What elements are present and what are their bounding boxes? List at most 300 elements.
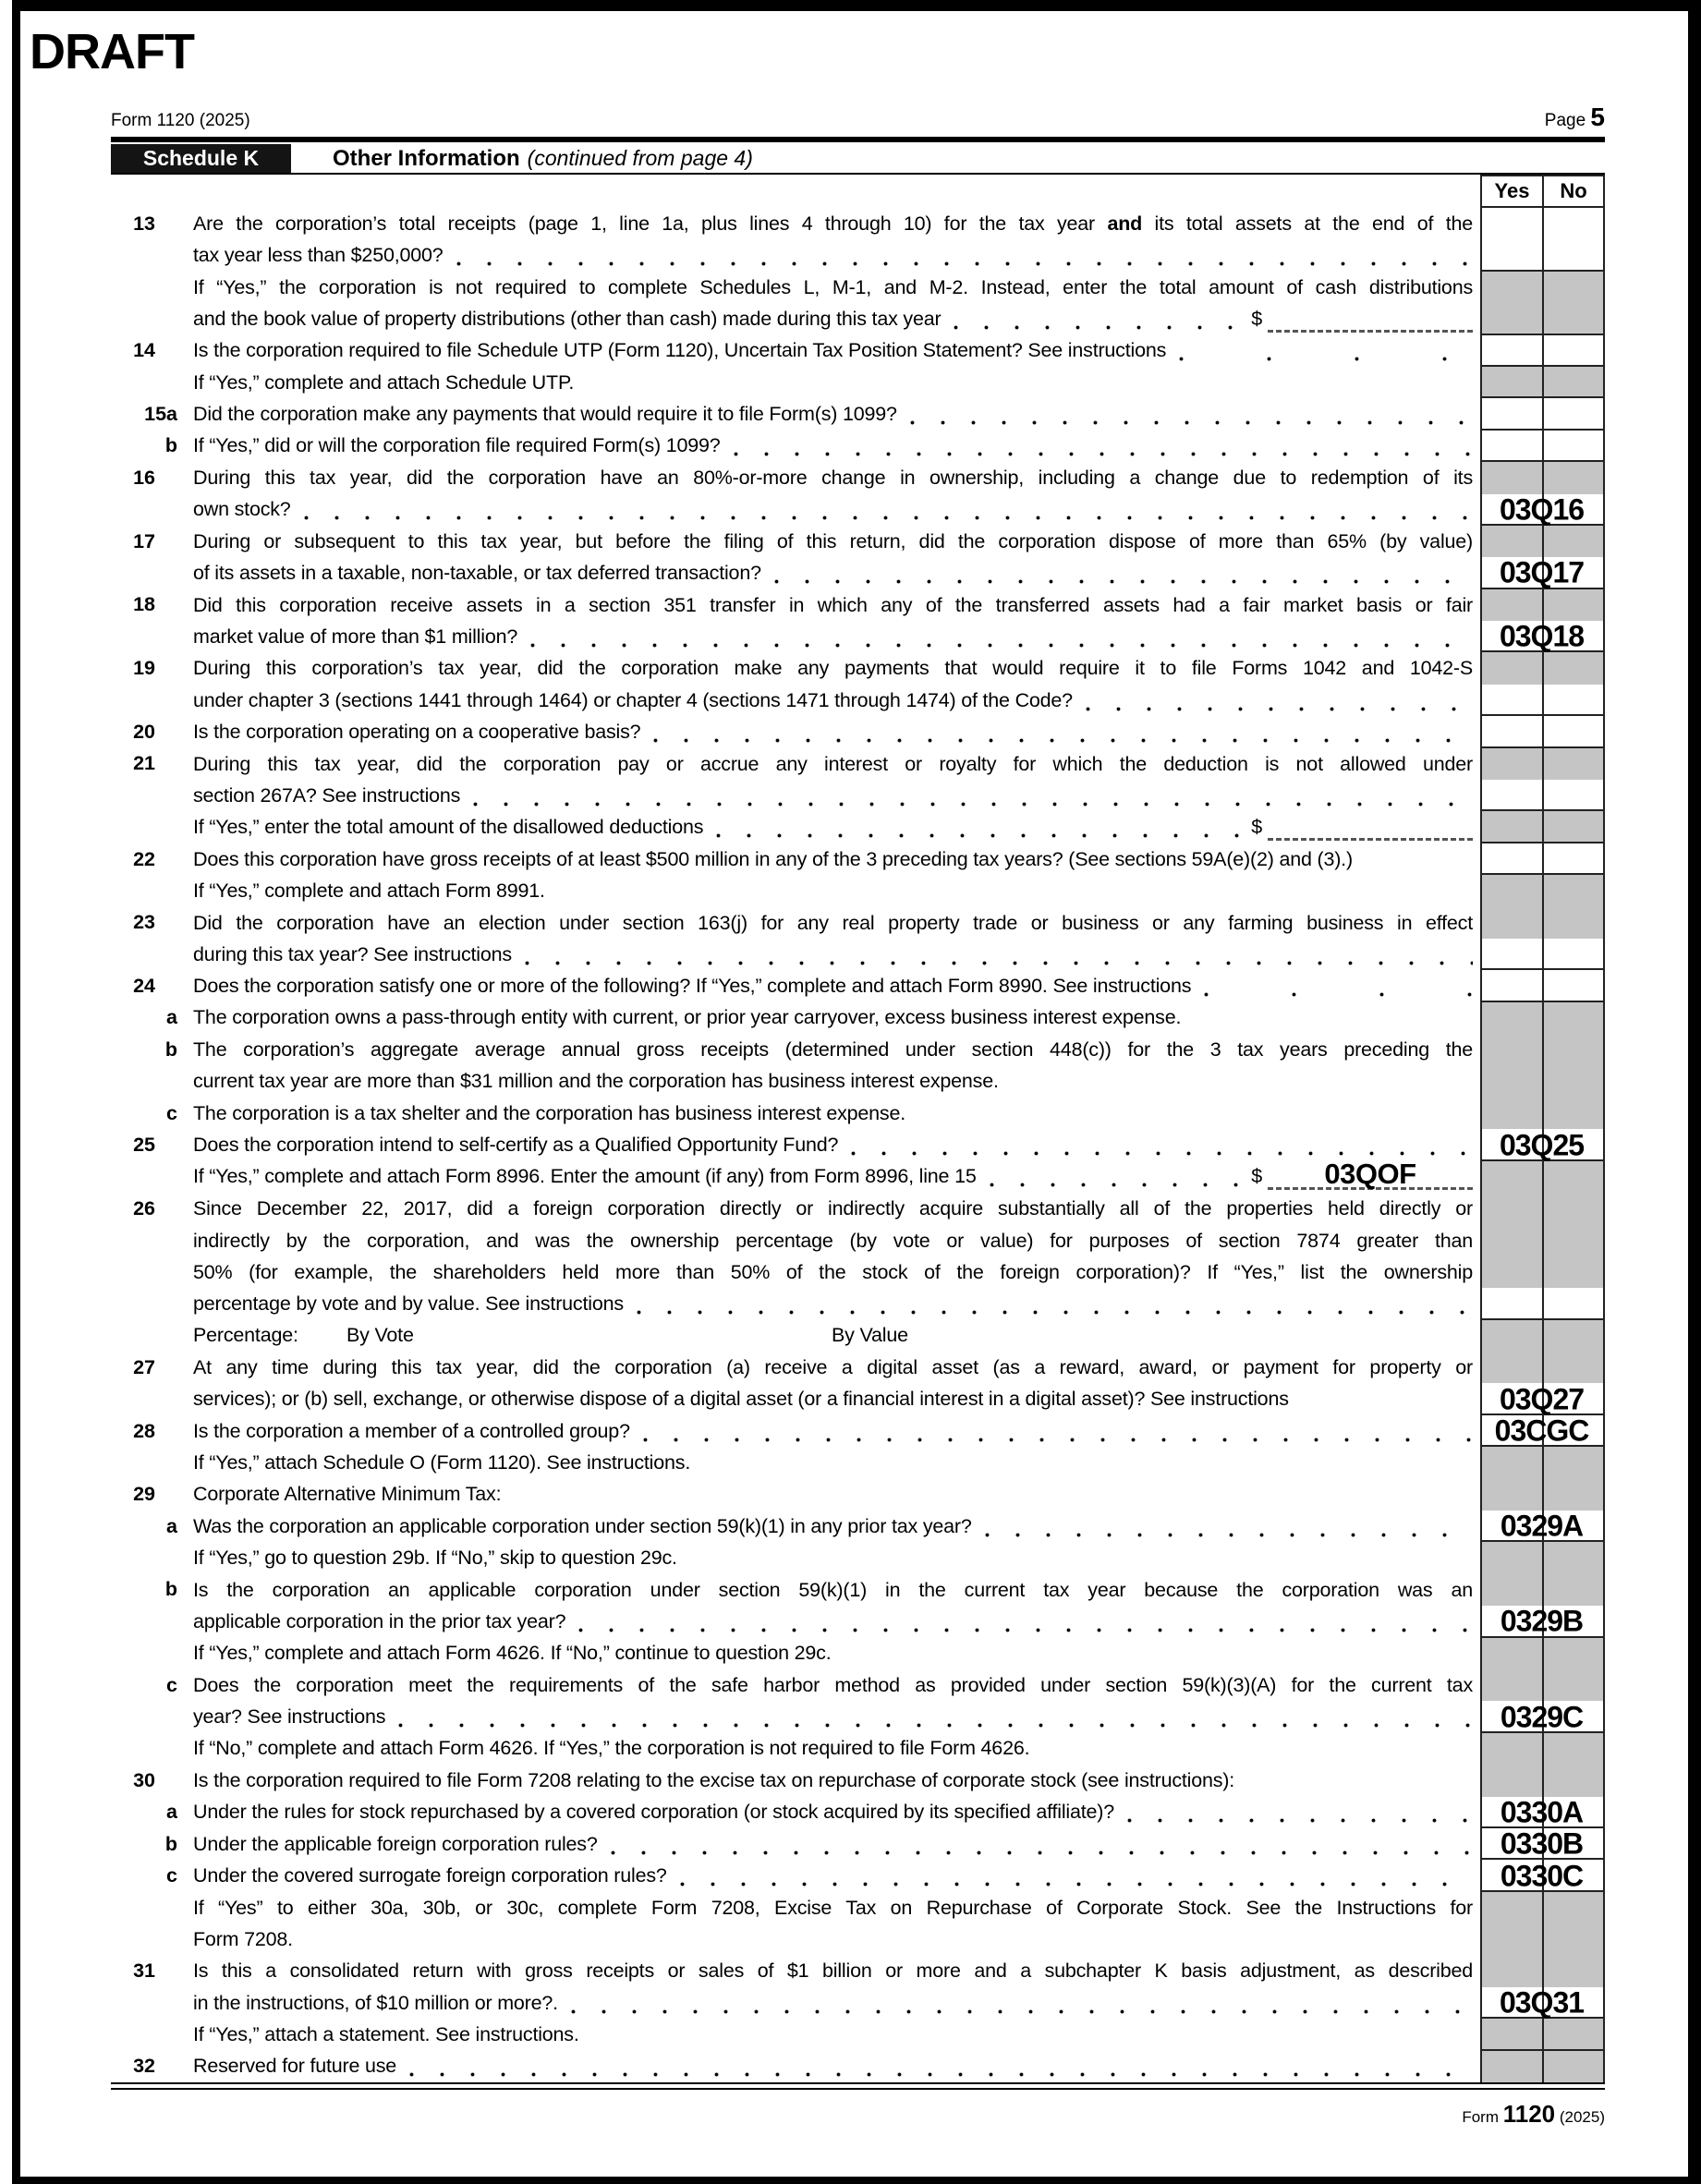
row-text: market value of more than $1 million? [193,621,1480,652]
no-cell-r5 [1542,367,1605,398]
dot-leader [298,494,1473,526]
table-row-14 [111,335,1605,367]
no-cell-15a[interactable] [1542,398,1605,430]
row-text: section 267A? See instructions [193,780,1480,811]
row-text: Does the corporation intend to self-certify as a Qualified Opportunity Fund? [193,1129,1480,1160]
row-number: 18 [133,593,155,616]
row-text: Is the corporation required to file Schedule UTP (Form 1120), Uncertain Tax Position Statement? See instructions [193,335,1480,367]
table-row-16 [111,462,1605,493]
no-cell-r53 [1542,1892,1605,1923]
row-number: 17 [133,529,155,552]
row-text: If “Yes,” attach a statement. See instructions. [193,2022,579,2045]
no-cell-17 [1542,526,1605,557]
no-cell-r35 [1542,1320,1605,1352]
dot-leader [674,1860,1473,1891]
yes-cell-13[interactable] [1480,208,1542,239]
row-number: c [166,1673,177,1696]
table-row-13 [111,208,1605,239]
table-row-r30 [111,1161,1605,1193]
dot-leader [984,1161,1243,1193]
draft-code-03Q16: 03Q16 [1499,492,1585,527]
table-row-26 [111,1193,1605,1224]
table-row-r2 [111,272,1605,303]
row-number: 23 [133,911,155,934]
no-cell-29 [1542,1479,1605,1511]
draft-watermark: DRAFT [30,24,194,79]
row-text: percentage by vote and by value. See instructions [193,1288,1480,1319]
row-text: Did this corporation receive assets in a section 351 transfer in which any of the transferred assets had a fair market basis or fair [193,593,1473,616]
row-text: services); or (b) sell, exchange, or otherwise dispose of a digital asset (or a financial interest in a digital asset)? See instructions [193,1388,1289,1411]
dot-leader [711,811,1242,843]
yes-cell-r54 [1480,1923,1542,1955]
row-text: During or subsequent to this tax year, but before the filing of this return, did the corporation dispose of more than 65% (by value) [193,529,1473,552]
yes-cell-r21 [1480,875,1542,906]
row-text: Corporate Alternative Minimum Tax: [193,1483,502,1506]
row-text: Under the applicable foreign corporation rules? [193,1828,1480,1860]
table-row-r47 [111,1701,1605,1732]
row-text: During this corporation’s tax year, did the corporation make any payments that would require it to file Forms 1042 and 1042-S [193,657,1473,680]
dot-leader [404,2051,1473,2082]
yes-cell-17 [1480,526,1542,557]
row-number: b [164,1037,177,1061]
table-row-r21 [111,875,1605,906]
row-number: b [164,434,177,457]
row-text: Does the corporation meet the requirements of the safe harbor method as provided under section 59(k)(3)(A) for the current tax [193,1673,1473,1696]
row-number: 16 [133,466,155,489]
footer-form-word: Form [1462,2107,1499,2126]
schedule-header [111,144,1605,175]
draft-code-0330C: 0330C [1500,1859,1584,1892]
yes-column-header: Yes [1480,175,1542,208]
dollar-sign: $ [1251,1165,1262,1188]
no-cell-r32 [1542,1225,1605,1256]
text-segment: Are the corporation’s total receipts (page 1, line 1a, plus lines 4 through 10) for the tax year [193,212,1108,235]
row-text: under chapter 3 (sections 1441 through 1464) or chapter 4 (sections 1471 through 1474) of the Code? [193,685,1480,716]
yes-cell-26 [1480,1193,1542,1224]
row-number: 14 [133,339,155,362]
yes-cell-22[interactable] [1480,843,1542,875]
no-cell-b [1542,1574,1605,1606]
dot-leader [638,1415,1473,1447]
table-row-r39 [111,1447,1605,1478]
no-cell-r15[interactable] [1542,685,1605,716]
table-row-28 [111,1415,1605,1447]
dot-leader [565,1987,1473,2019]
row-text: If “Yes,” complete and attach Form 8991. [193,879,545,902]
table-row-24 [111,970,1605,1001]
dollar-sign: $ [1251,816,1262,839]
yes-cell-r18[interactable] [1480,780,1542,811]
yes-cell-r23[interactable] [1480,939,1542,970]
no-cell-23 [1542,907,1605,939]
table-row-a [111,1797,1605,1828]
yes-cell-r5 [1480,367,1542,398]
yes-cell-r15[interactable] [1480,685,1542,716]
draft-code-03CGC: 03CGC [1494,1414,1589,1448]
dot-leader [519,939,1473,970]
no-cell-r45 [1542,1638,1605,1669]
row-text: 50% (for example, the shareholders held more than 50% of the stock of the foreign corporation)? If “Yes,” list the ownership [193,1260,1473,1283]
no-cell-16 [1542,462,1605,493]
no-cell-r57 [1542,2019,1605,2050]
yes-cell-r34[interactable] [1480,1288,1542,1319]
table-row-r32 [111,1225,1605,1256]
row-number: a [166,1801,177,1824]
yes-cell-r19 [1480,811,1542,843]
no-cell-19 [1542,652,1605,684]
table-row-c [111,1860,1605,1891]
no-cell-31 [1542,1955,1605,1986]
dot-leader [905,398,1473,430]
draft-code-03Q25: 03Q25 [1499,1128,1585,1162]
no-cell-c [1542,1098,1605,1129]
by-value-label: By Value [832,1324,908,1347]
no-cell-21 [1542,748,1605,780]
percentage-label: Percentage: [193,1324,298,1347]
table-row-r19 [111,811,1605,843]
row-text: If “Yes,” complete and attach Form 4626. If “No,” continue to question 29c. [193,1642,832,1665]
row-text: of its assets in a taxable, non-taxable, or tax deferred transaction? [193,557,1480,588]
row-text: current tax year are more than $31 million and the corporation has business interest expense. [193,1070,999,1093]
emphasized-text: and [1107,212,1143,235]
table-row-a [111,1002,1605,1034]
schedule-subtitle: (continued from page 4) [527,146,753,170]
table-row-r15 [111,685,1605,716]
row-number: 30 [133,1768,155,1791]
table-row-c [111,1669,1605,1701]
row-text: Under the rules for stock repurchased by a covered corporation (or stock acquired by its specified affiliate)? [193,1797,1480,1828]
draft-code-03Q27: 03Q27 [1499,1382,1585,1416]
table-row-b [111,1034,1605,1065]
draft-code-03Q18: 03Q18 [1499,619,1585,653]
yes-cell-r45 [1480,1638,1542,1669]
draft-code-03QOF: 03QOF [1324,1160,1416,1191]
row-number: c [166,1101,177,1124]
dot-leader [1198,970,1473,1001]
table-row-20 [111,716,1605,747]
table-row-r3 [111,303,1605,334]
yes-cell-a [1480,1002,1542,1034]
yes-cell-r32 [1480,1225,1542,1256]
no-cell-r18[interactable] [1542,780,1605,811]
table-row-r11 [111,557,1605,588]
no-cell-26 [1542,1193,1605,1224]
table-row-r5 [111,367,1605,398]
row-text: Did the corporation make any payments that would require it to file Form(s) 1099? [193,398,1480,430]
row-text: If “Yes,” go to question 29b. If “No,” skip to question 29c. [193,1547,677,1570]
no-cell-b [1542,1034,1605,1065]
table-row-r44 [111,1606,1605,1637]
table-row-27 [111,1352,1605,1383]
no-cell-r48 [1542,1733,1605,1765]
row-text: The corporation is a tax shelter and the corporation has business interest expense. [193,1101,905,1124]
no-cell-c [1542,1669,1605,1701]
row-text: during this tax year? See instructions [193,939,1480,970]
text-segment: its total assets at the end of the [1142,212,1473,235]
table-row-r13 [111,621,1605,652]
row-text: At any time during this tax year, did the corporation (a) receive a digital asset (as a reward, award, or payment for property or [193,1356,1473,1379]
draft-code-0329B: 0329B [1500,1604,1584,1638]
no-cell-r1[interactable] [1542,239,1605,271]
yes-cell-b [1480,1034,1542,1065]
yes-cell-r35 [1480,1320,1542,1352]
yes-cell-31 [1480,1955,1542,1986]
no-cell-24[interactable] [1542,970,1605,1001]
table-row-21 [111,748,1605,780]
dot-leader [979,1511,1473,1542]
dot-leader [648,716,1473,747]
row-text: Is the corporation an applicable corporation under section 59(k)(1) in the current tax year because the corporation was an [193,1578,1473,1601]
dot-leader [1122,1797,1473,1828]
table-row-29 [111,1479,1605,1511]
no-cell-r33 [1542,1256,1605,1288]
table-row-r45 [111,1638,1605,1669]
row-text [193,208,1480,239]
dot-leader [631,1288,1473,1319]
header-text-spacer [193,175,1480,208]
row-text: indirectly by the corporation, and was the ownership percentage (by vote or value) for purposes of section 7874 greater than [193,1229,1473,1252]
yes-cell-r48 [1480,1733,1542,1765]
table-row-b [111,1574,1605,1606]
table-row-b [111,431,1605,462]
row-number: b [164,1832,177,1855]
no-cell-r21 [1542,875,1605,906]
table-row-r53 [111,1892,1605,1923]
yes-cell-r27 [1480,1066,1542,1098]
row-text: If “Yes,” the corporation is not required to complete Schedules L, M-1, and M-2. Instead, enter the total amount of cash distributions [193,275,1473,298]
table-row-r42 [111,1542,1605,1573]
page-number: 5 [1590,103,1605,131]
row-text: Is the corporation required to file Form 7208 relating to the excise tax on repurchase of corporate stock (see instructions): [193,1768,1235,1791]
yes-cell-r57 [1480,2019,1542,2050]
row-text: If “Yes” to either 30a, 30b, or 30c, complete Form 7208, Excise Tax on Repurchase of Corporate Stock. See the Instructions for [193,1896,1473,1919]
row-number: 20 [133,720,155,743]
row-number: 26 [133,1196,155,1219]
yes-cell-20[interactable] [1480,716,1542,747]
dot-leader [573,1606,1473,1637]
no-cell-r39 [1542,1447,1605,1478]
table-row-30 [111,1765,1605,1796]
draft-code-0329A: 0329A [1500,1509,1584,1543]
header-rule [111,137,1605,142]
yes-cell-r39 [1480,1447,1542,1478]
row-text: Does this corporation have gross receipts of at least $500 million in any of the 3 preceding tax years? (See sections 59A(e)(2) and (3).) [193,847,1353,870]
dollar-sign: $ [1251,307,1262,330]
no-cell-22[interactable] [1542,843,1605,875]
table-row-19 [111,652,1605,684]
yes-cell-c [1480,1098,1542,1129]
page-content [111,11,1605,2129]
yes-cell-b[interactable] [1480,431,1542,462]
yes-cell-b [1480,1574,1542,1606]
table-row-r9 [111,494,1605,526]
no-cell-30 [1542,1765,1605,1796]
table-row-23 [111,907,1605,939]
yes-cell-r33 [1480,1256,1542,1288]
yes-cell-21 [1480,748,1542,780]
row-number: c [166,1864,177,1887]
no-cell-r27 [1542,1066,1605,1098]
dot-leader [845,1129,1473,1160]
row-text: and the book value of property distributions (other than cash) made during this tax year $ [193,303,1480,334]
row-text: During this tax year, did the corporation have an 80%-or-more change in ownership, including a change due to redemption of its [193,467,1473,490]
row-text: Since December 22, 2017, did a foreign corporation directly or indirectly acquire substantially all of the properties held directly or [193,1197,1473,1220]
row-number: 22 [133,847,155,870]
row-text: Is the corporation a member of a controlled group? [193,1415,1480,1447]
yes-cell-r2 [1480,272,1542,303]
yes-cell-r30 [1480,1161,1542,1193]
table-row-r37 [111,1383,1605,1414]
yes-cell-r53 [1480,1892,1542,1923]
dot-leader [393,1701,1473,1732]
row-number: 27 [133,1355,155,1378]
dot-leader [451,239,1473,271]
no-cell-r2 [1542,272,1605,303]
row-text: If “Yes,” complete and attach Form 8996. Enter the amount (if any) from Form 8996, line 15 $ 03QOF [193,1161,1480,1193]
no-cell-r23[interactable] [1542,939,1605,970]
draft-code-03Q17: 03Q17 [1499,555,1585,589]
dot-leader [468,780,1473,811]
row-text: The corporation owns a pass-through entity with current, or prior year carryover, excess business interest expense. [193,1006,1182,1029]
schedule-title: Other Information [333,145,520,171]
row-number: 21 [133,752,155,775]
row-number: b [164,1578,177,1601]
no-cell-13[interactable] [1542,208,1605,239]
footer-form-year: (2025) [1559,2107,1605,2126]
yes-cell-19 [1480,652,1542,684]
yes-cell-16 [1480,462,1542,493]
no-cell-32 [1542,2051,1605,2082]
no-cell-r34[interactable] [1542,1288,1605,1319]
draft-code-0330B: 0330B [1500,1826,1584,1861]
table-row-r23 [111,939,1605,970]
table-row-r1 [111,239,1605,271]
row-text: Was the corporation an applicable corporation under section 59(k)(1) in any prior tax year? [193,1511,1480,1542]
row-number: a [166,1006,177,1029]
yes-cell-14[interactable] [1480,335,1542,367]
table-row-b [111,1828,1605,1860]
dot-leader [525,621,1473,652]
table-row-r18 [111,780,1605,811]
table-row-c [111,1098,1605,1129]
yes-cell-24[interactable] [1480,970,1542,1001]
table-row-r27 [111,1066,1605,1098]
dot-leader [728,431,1473,462]
yes-cell-15a[interactable] [1480,398,1542,430]
row-text: If “Yes,” enter the total amount of the disallowed deductions $ [193,811,1480,843]
no-column-header: No [1542,175,1605,208]
table-row-32 [111,2051,1605,2082]
yes-cell-r42 [1480,1542,1542,1573]
no-cell-r54 [1542,1923,1605,1955]
row-text: If “Yes,” attach Schedule O (Form 1120). See instructions. [193,1450,691,1474]
table-bottom-rule [111,2082,1605,2090]
draft-code-03Q31: 03Q31 [1499,1985,1585,2020]
schedule-k-label: Schedule K [111,144,291,173]
dot-leader [605,1828,1473,1860]
row-text: tax year less than $250,000? [193,239,1480,271]
page-sheet [12,0,1701,2184]
draft-code-0329C: 0329C [1500,1700,1584,1734]
table-row-15a [111,398,1605,430]
yes-cell-c [1480,1669,1542,1701]
footer-form-number: 1120 [1502,2099,1556,2128]
no-cell-a [1542,1002,1605,1034]
page-word: Page [1544,111,1586,130]
no-cell-r42 [1542,1542,1605,1573]
table-row-r35 [111,1320,1605,1352]
row-number: 15a [144,403,177,426]
amount-blank[interactable] [1268,813,1473,841]
draft-code-0330A: 0330A [1500,1795,1584,1829]
yes-cell-r3 [1480,303,1542,334]
row-text: applicable corporation in the prior tax year? [193,1606,1480,1637]
form-id: Form 1120 (2025) [111,111,250,130]
dot-leader [1173,335,1473,367]
row-text: The corporation’s aggregate average annual gross receipts (determined under section 448(c)) for the 3 tax years preceding the [193,1038,1473,1062]
row-text: Form 7208. [193,1927,293,1950]
no-cell-r30 [1542,1161,1605,1193]
row-number: 32 [133,2055,155,2078]
dot-leader [769,557,1473,588]
no-cell-b[interactable] [1542,431,1605,462]
dot-leader [948,303,1242,334]
yes-no-header-row [111,175,1605,208]
no-cell-14[interactable] [1542,335,1605,367]
row-text [193,1320,1480,1352]
row-text: year? See instructions [193,1701,1480,1732]
no-cell-r3 [1542,303,1605,334]
row-text: in the instructions, of $10 million or more?. [193,1987,1480,2019]
table-row-r54 [111,1923,1605,1955]
row-number: a [166,1514,177,1537]
row-number: 29 [133,1483,155,1506]
row-text: Under the covered surrogate foreign corporation rules? [193,1860,1480,1891]
row-number: 28 [133,1419,155,1442]
amount-blank[interactable] [1268,305,1473,333]
amount-blank[interactable] [1268,1162,1473,1190]
no-cell-18 [1542,589,1605,621]
row-text: own stock? [193,494,1480,526]
form-footer [111,2100,1605,2129]
row-number: 25 [133,1134,155,1157]
yes-cell-18 [1480,589,1542,621]
row-text: Is the corporation operating on a cooperative basis? [193,716,1480,747]
dot-leader [1080,685,1473,716]
row-text: Does the corporation satisfy one or more of the following? If “Yes,” complete and attach Form 8990. See instructions [193,970,1480,1001]
no-cell-r19 [1542,811,1605,843]
row-number: 31 [133,1960,155,1983]
no-cell-20[interactable] [1542,716,1605,747]
table-row-18 [111,589,1605,621]
yes-cell-29 [1480,1479,1542,1511]
table-row-r33 [111,1256,1605,1288]
row-text: If “No,” complete and attach Form 4626. If “Yes,” the corporation is not required to file Form 4626. [193,1737,1030,1760]
table-row-r34 [111,1288,1605,1319]
row-text: Reserved for future use [193,2051,1480,2082]
yes-cell-r1[interactable] [1480,239,1542,271]
row-number: 24 [133,975,155,998]
schedule-k-table [111,175,1605,2090]
table-row-31 [111,1955,1605,1986]
yes-cell-32 [1480,2051,1542,2082]
by-vote-label: By Vote [346,1324,414,1347]
row-number: 13 [133,212,155,235]
row-text: During this tax year, did the corporation pay or accrue any interest or royalty for which the deduction is not allowed under [193,752,1473,775]
yes-cell-23 [1480,907,1542,939]
table-row-25 [111,1129,1605,1160]
table-row-a [111,1511,1605,1542]
